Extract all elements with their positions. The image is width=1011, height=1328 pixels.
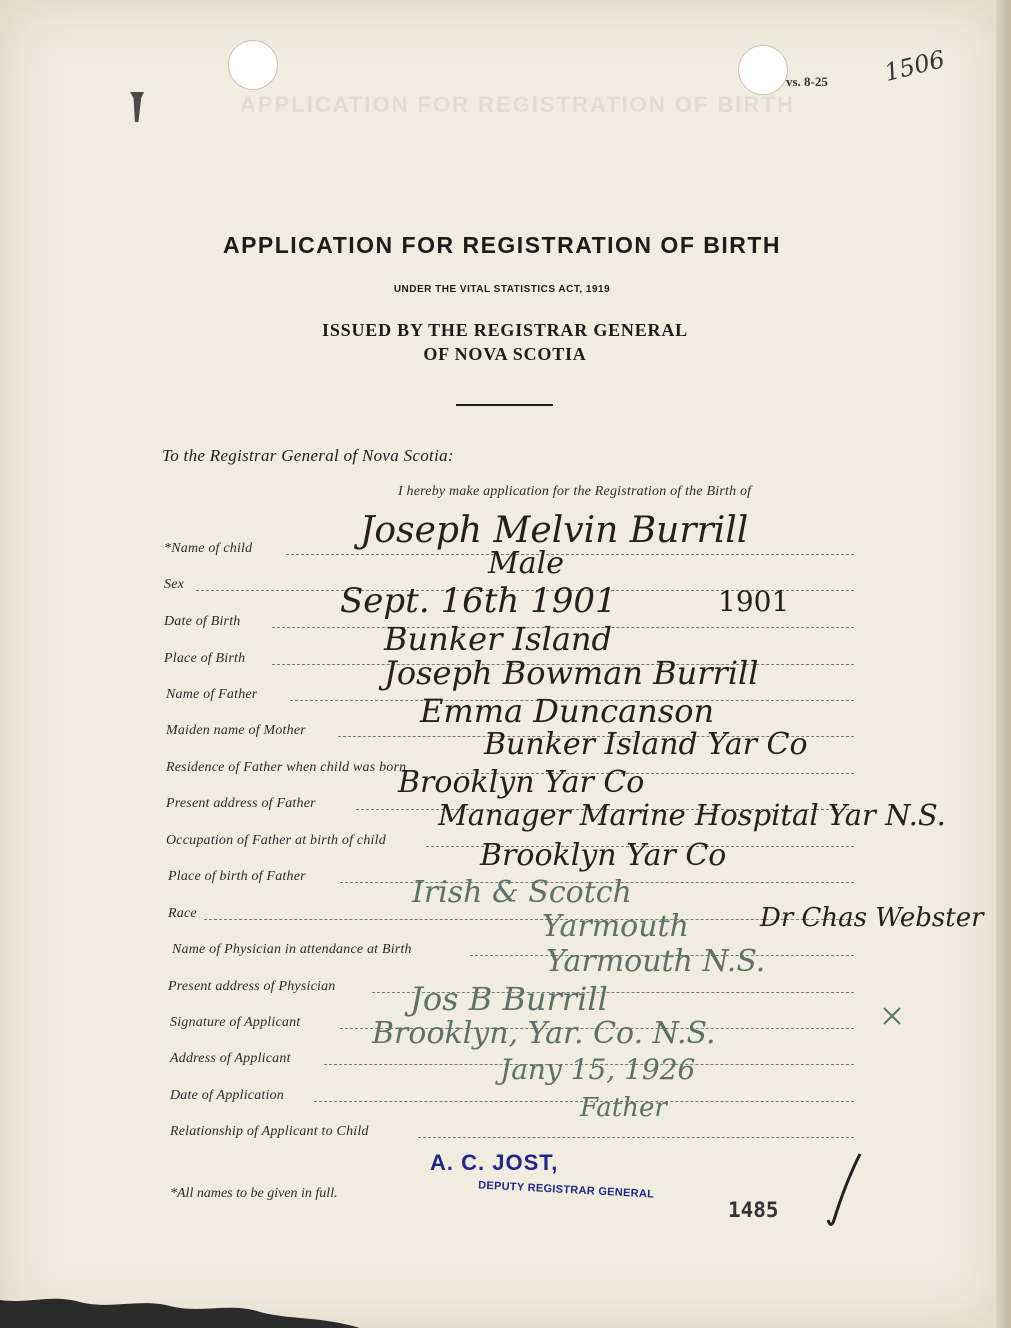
field-line bbox=[418, 1137, 854, 1138]
field-value-extra: Dr Chas Webster bbox=[760, 903, 984, 933]
registrar-stamp-title: DEPUTY REGISTRAR GENERAL bbox=[477, 1179, 655, 1201]
field-value: Joseph Bowman Burrill bbox=[384, 654, 759, 692]
field-label: Race bbox=[168, 906, 197, 921]
field-value: Male bbox=[488, 546, 564, 581]
field-value: Brooklyn, Yar. Co. N.S. bbox=[372, 1016, 716, 1051]
field-label: Address of Applicant bbox=[170, 1051, 291, 1066]
fastener-mark bbox=[130, 92, 144, 122]
field-value: Yarmouth bbox=[542, 909, 689, 944]
field-value: Yarmouth N.S. bbox=[546, 944, 766, 979]
registration-number: 1485 bbox=[728, 1198, 779, 1222]
file-number: 1506 bbox=[881, 45, 948, 87]
field-value: Jos B Burrill bbox=[410, 980, 608, 1018]
bleed-through-text: APPLICATION FOR REGISTRATION OF BIRTH bbox=[240, 92, 795, 117]
punch-hole-left bbox=[228, 40, 278, 90]
issuer-line-2: OF NOVA SCOTIA bbox=[423, 344, 587, 364]
field-label: Present address of Father bbox=[166, 796, 316, 811]
issuer-line-1: ISSUED BY THE REGISTRAR GENERAL bbox=[322, 320, 688, 340]
field-value: Irish & Scotch bbox=[412, 875, 632, 910]
field-label: Name of Physician in attendance at Birth bbox=[172, 942, 412, 957]
field-label: Occupation of Father at birth of child bbox=[166, 833, 386, 848]
field-value: Bunker Island Yar Co bbox=[484, 727, 808, 762]
check-mark bbox=[812, 1150, 872, 1230]
document-subtitle: UNDER THE VITAL STATISTICS ACT, 1919 bbox=[393, 284, 611, 295]
field-label: Place of birth of Father bbox=[168, 869, 306, 884]
field-value: Emma Duncanson bbox=[420, 692, 715, 730]
field-value: Father bbox=[580, 1093, 667, 1123]
field-label: *Name of child bbox=[164, 541, 253, 556]
document-title: APPLICATION FOR REGISTRATION OF BIRTH bbox=[222, 232, 782, 258]
pencil-x-mark bbox=[880, 1004, 904, 1028]
field-label: Place of Birth bbox=[164, 651, 246, 666]
field-value: Sept. 16th 1901 bbox=[340, 581, 617, 621]
field-label: Present address of Physician bbox=[168, 979, 336, 994]
field-label: Date of Application bbox=[170, 1088, 284, 1103]
title-divider bbox=[456, 404, 553, 406]
field-value: Manager Marine Hospital Yar N.S. bbox=[438, 798, 946, 832]
field-label: Date of Birth bbox=[164, 614, 241, 629]
field-label: Signature of Applicant bbox=[170, 1015, 301, 1030]
field-label: Relationship of Applicant to Child bbox=[170, 1124, 369, 1139]
field-label: Maiden name of Mother bbox=[166, 723, 306, 738]
field-label: Residence of Father when child was born bbox=[166, 760, 407, 775]
intro-text: I hereby make application for the Registration of the Birth of bbox=[398, 484, 752, 499]
field-value: Bunker Island bbox=[384, 620, 612, 658]
punch-hole-right bbox=[738, 45, 788, 95]
field-value: Joseph Melvin Burrill bbox=[360, 510, 749, 551]
field-value-extra: 1901 bbox=[718, 585, 790, 618]
field-label: Sex bbox=[164, 577, 185, 592]
form-code: vs. 8-25 bbox=[786, 74, 828, 89]
registrar-stamp-name: A. C. JOST, bbox=[430, 1150, 559, 1175]
field-value: Jany 15, 1926 bbox=[500, 1053, 696, 1086]
salutation: To the Registrar General of Nova Scotia: bbox=[162, 446, 454, 465]
field-label: Name of Father bbox=[166, 687, 258, 702]
footnote: *All names to be given in full. bbox=[170, 1186, 338, 1201]
field-value: Brooklyn Yar Co bbox=[480, 838, 727, 873]
torn-edge bbox=[0, 1290, 360, 1328]
field-value: Brooklyn Yar Co bbox=[398, 765, 645, 800]
